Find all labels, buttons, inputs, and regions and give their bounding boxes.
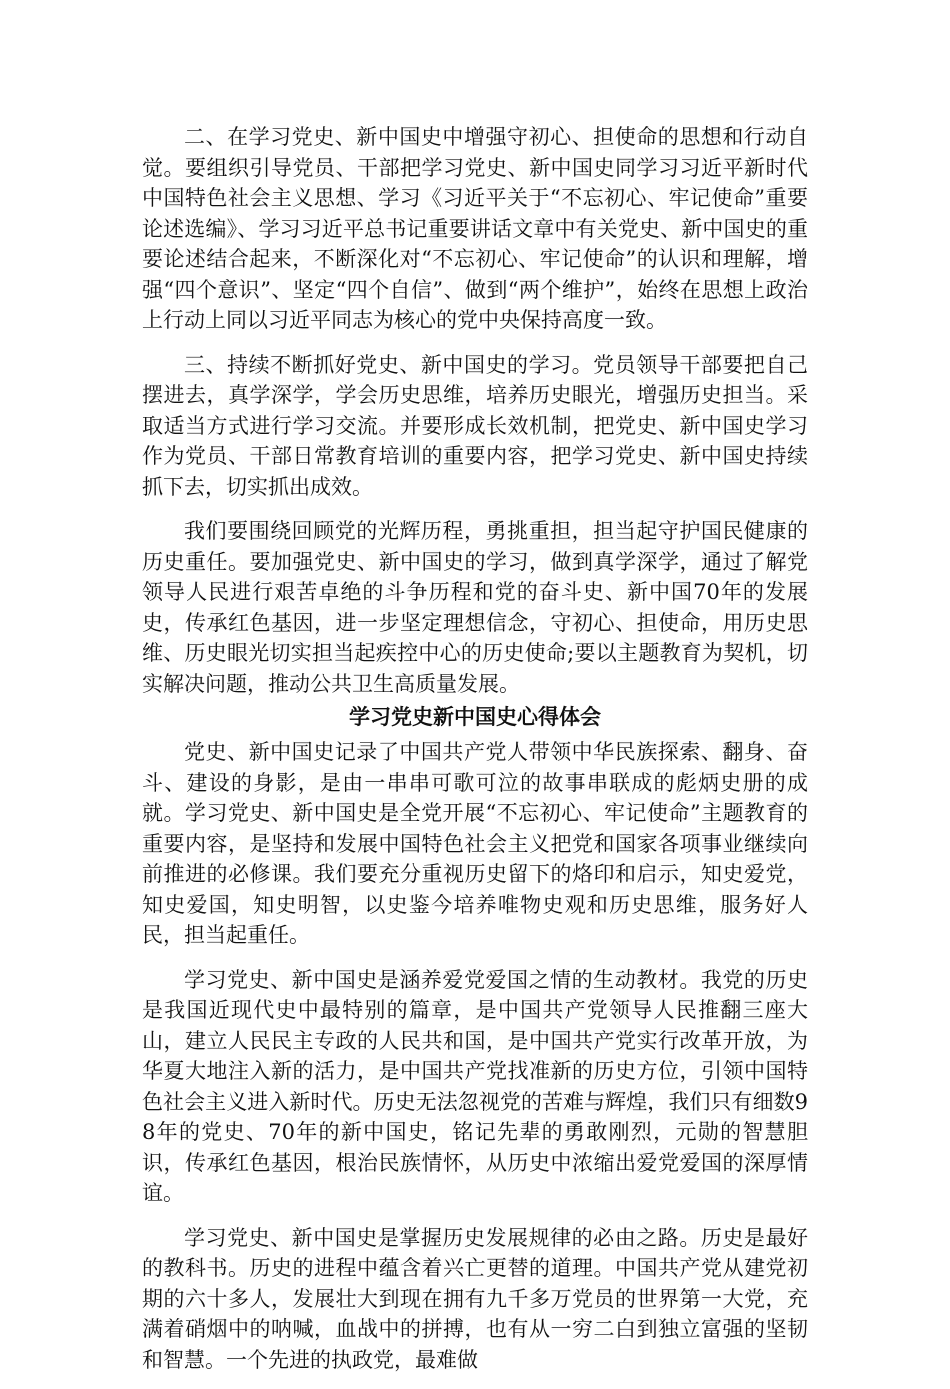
article-heading: 学习党史新中国史心得体会 — [349, 705, 601, 729]
paragraph-conclusion: 我们要围绕回顾党的光辉历程，勇挑重担，担当起守护国民健康的历史重任。要加强党史、新中国史的学习，做到真学深学，通过了解党领导人民进行艰苦卓绝的斗争历程和党的奋斗史、新中国70年的发展史，传承红色基因，进一步坚定理想信念，守初心、担使命，用历史思维、历史眼光切实担当起疾控中心的历史使命;要以主题教育为契机，切实解决问题，推动公共卫生高质量发展。 — [142, 519, 808, 696]
paragraph-patriotism: 学习党史、新中国史是涵养爱党爱国之情的生动教材。我党的历史是我国近现代史中最特别的篇章，是中国共产党领导人民推翻三座大山，建立人民民主专政的人民共和国，是中国共产党实行改革开放，为华夏大地注入新的活力，是中国共产党找准新的历史方位，引领中国特色社会主义进入新时代。历史无法忽视党的苦难与辉煌，我们只有细数98年的党史、70年的新中国史，铭记先辈的勇敢刚烈，元勋的智慧胆识，传承红色基因，根治民族情怀，从历史中浓缩出爱党爱国的深厚情谊。 — [142, 967, 808, 1205]
paragraph-section-two: 二、在学习党史、新中国史中增强守初心、担使命的思想和行动自觉。要组织引导党员、干部把学习党史、新中国史同学习习近平新时代中国特色社会主义思想、学习《习近平关于“不忘初心、牢记使命”重要论述选编》、学习习近平总书记重要讲话文章中有关党史、新中国史的重要论述结合起来，不断深化对“不忘初心、牢记使命”的认识和理解，增强“四个意识”、坚定“四个自信”、做到“两个维护”，始终在思想上政治上行动上同以习近平同志为核心的党中央保持高度一致。 — [142, 125, 808, 332]
paragraph-intro: 党史、新中国史记录了中国共产党人带领中华民族探索、翻身、奋斗、建设的身影，是由一串串可歌可泣的故事串联成的彪炳史册的成就。学习党史、新中国史是全党开展“不忘初心、牢记使命”主题教育的重要内容，是坚持和发展中国特色社会主义把党和国家各项事业继续向前推进的必修课。我们要充分重视历史留下的烙印和启示，知史爱党，知史爱国，知史明智，以史鉴今培养唯物史观和历史思维，服务好人民，担当起重任。 — [142, 740, 808, 947]
document-body — [142, 122, 808, 1389]
paragraph-history-laws: 学习党史、新中国史是掌握历史发展规律的必由之路。历史是最好的教科书。历史的进程中蕴含着兴亡更替的道理。中国共产党从建党初期的六十多人，发展壮大到现在拥有九千多万党员的世界第一大党，充满着硝烟中的呐喊，血战中的拼搏，也有从一穷二白到独立富强的坚韧和智慧。一个先进的执政党，最难做 — [142, 1225, 808, 1372]
paragraph-section-three: 三、持续不断抓好党史、新中国史的学习。党员领导干部要把自己摆进去，真学深学，学会历史思维，培养历史眼光，增强历史担当。采取适当方式进行学习交流。并要形成长效机制，把党史、新中国史学习作为党员、干部日常教育培训的重要内容，把学习党史、新中国史持续抓下去，切实抓出成效。 — [142, 352, 808, 499]
